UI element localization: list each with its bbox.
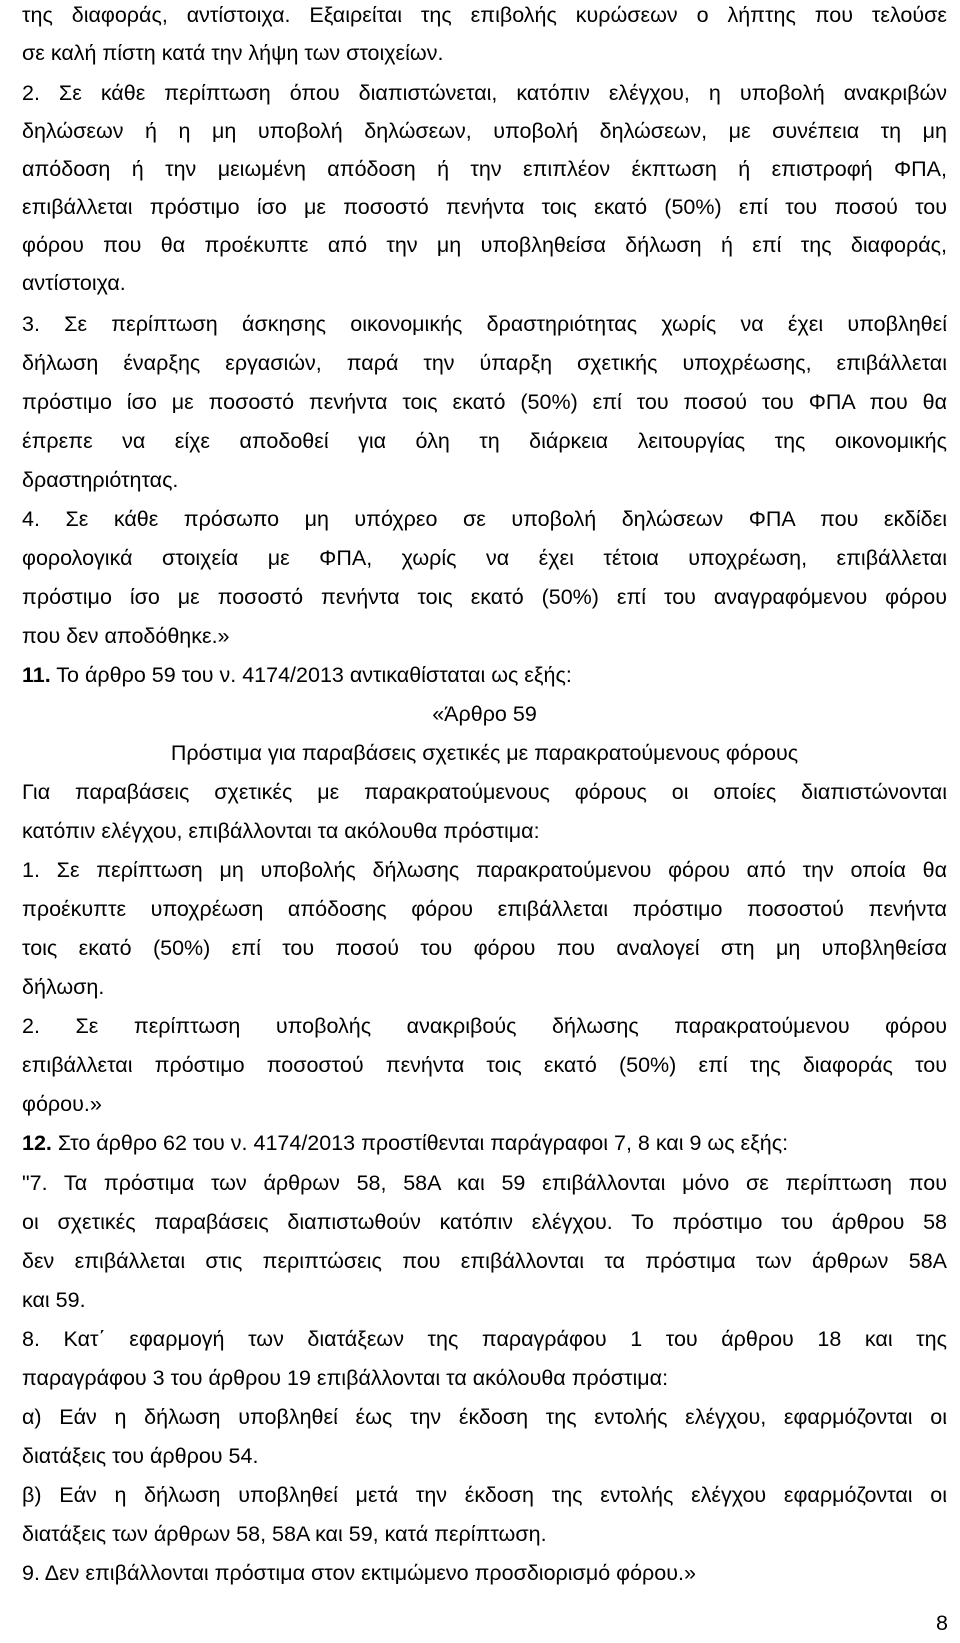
- text-line: προέκυπτε υποχρέωση απόδοσης φόρου επιβάλλεται πρόστιμο ποσοστού πενήντα: [22, 897, 947, 921]
- text-line: 1. Σε περίπτωση μη υποβολής δήλωσης παρακρατούμενου φόρου από την οποία θα: [22, 858, 947, 882]
- text-line: παραγράφου 3 του άρθρου 19 επιβάλλονται τα ακόλουθα πρόστιμα:: [22, 1366, 669, 1390]
- text-line: έπρεπε να είχε αποδοθεί για όλη τη διάρκεια λειτουργίας της οικονομικής: [22, 429, 947, 453]
- text-line: δραστηριότητας.: [22, 468, 179, 492]
- text-line: φόρου που θα προέκυπτε από την μη υποβληθείσα δήλωση ή επί της διαφοράς,: [22, 233, 947, 257]
- item-11-number: 11.: [22, 663, 51, 687]
- item-12-number: 12.: [22, 1131, 52, 1155]
- text-line: πρόστιμο ίσο με ποσοστό πενήντα τοις εκατό (50%) επί του ποσού του ΦΠΑ που θα: [22, 390, 947, 414]
- item-11-line: [22, 662, 572, 688]
- text-line: δήλωση έναρξης εργασιών, παρά την ύπαρξη σχετικής υποχρέωσης, επιβάλλεται: [22, 351, 947, 375]
- text-line: και 59.: [22, 1288, 86, 1312]
- text-line: διατάξεις των άρθρων 58, 58Α και 59, κατά περίπτωση.: [22, 1522, 547, 1546]
- item-12-text: Στο άρθρο 62 του ν. 4174/2013 προστίθενται παράγραφοι 7, 8 και 9 ως εξής:: [51, 1131, 789, 1155]
- text-line: 4. Σε κάθε πρόσωπο μη υπόχρεο σε υποβολή δηλώσεων ΦΠΑ που εκδίδει: [22, 507, 947, 531]
- text-line: επιβάλλεται πρόστιμο ίσο με ποσοστό πενήντα τοις εκατό (50%) επί του ποσού του: [22, 195, 947, 219]
- text-line: οι σχετικές παραβάσεις διαπιστωθούν κατόπιν ελέγχου. Το πρόστιμο του άρθρου 58: [22, 1210, 947, 1234]
- text-line: φορολογικά στοιχεία με ΦΠΑ, χωρίς να έχει τέτοια υποχρέωση, επιβάλλεται: [22, 546, 947, 570]
- text-line: 2. Σε κάθε περίπτωση όπου διαπιστώνεται, κατόπιν ελέγχου, η υποβολή ανακριβών: [22, 81, 947, 105]
- text-line: 3. Σε περίπτωση άσκησης οικονομικής δραστηριότητας χωρίς να έχει υποβληθεί: [22, 312, 947, 336]
- text-line: που δεν αποδόθηκε.»: [22, 624, 230, 648]
- text-line: διατάξεις του άρθρου 54.: [22, 1444, 259, 1468]
- text-line: της διαφοράς, αντίστοιχα. Εξαιρείται της επιβολής κυρώσεων ο λήπτης που τελούσε: [22, 3, 947, 27]
- text-line: σε καλή πίστη κατά την λήψη των στοιχείων.: [22, 41, 444, 65]
- text-line: τοις εκατό (50%) επί του ποσού του φόρου που αναλογεί στη μη υποβληθείσα: [22, 936, 947, 960]
- text-line: κατόπιν ελέγχου, επιβάλλονται τα ακόλουθα πρόστιμα:: [22, 819, 540, 843]
- text-line: απόδοση ή την μειωμένη απόδοση ή την επιπλέον έκπτωση ή επιστροφή ΦΠΑ,: [22, 157, 947, 181]
- text-line: πρόστιμο ίσο με ποσοστό πενήντα τοις εκατό (50%) επί του αναγραφόμενου φόρου: [22, 585, 947, 609]
- text-line: 8. Κατ΄ εφαρμογή των διατάξεων της παραγράφου 1 του άρθρου 18 και της: [22, 1327, 947, 1351]
- text-line: επιβάλλεται πρόστιμο ποσοστού πενήντα τοις εκατό (50%) επί της διαφοράς του: [22, 1053, 947, 1077]
- item-11-text: Το άρθρο 59 του ν. 4174/2013 αντικαθίσταται ως εξής:: [50, 663, 572, 687]
- text-line: δήλωση.: [22, 975, 105, 999]
- article-heading: «Άρθρο 59: [432, 702, 537, 726]
- page-number: 8: [936, 1611, 948, 1635]
- text-line: 9. Δεν επιβάλλονται πρόστιμα στον εκτιμώμενο προσδιορισμό φόρου.»: [22, 1561, 696, 1585]
- item-12-line: [22, 1130, 788, 1156]
- text-line: β) Εάν η δήλωση υποβληθεί μετά την έκδοση της εντολής ελέγχου εφαρμόζονται οι: [22, 1483, 947, 1507]
- text-line: 2. Σε περίπτωση υποβολής ανακριβούς δήλωσης παρακρατούμενου φόρου: [22, 1014, 947, 1038]
- article-subtitle: Πρόστιμα για παραβάσεις σχετικές με παρακρατούμενους φόρους: [170, 741, 799, 765]
- text-line: φόρου.»: [22, 1092, 102, 1116]
- text-line: δεν επιβάλλεται στις περιπτώσεις που επιβάλλονται τα πρόστιμα των άρθρων 58Α: [22, 1249, 947, 1273]
- text-line: Για παραβάσεις σχετικές με παρακρατούμενους φόρους οι οποίες διαπιστώνονται: [22, 780, 947, 804]
- text-line: αντίστοιχα.: [22, 271, 126, 295]
- text-line: α) Εάν η δήλωση υποβληθεί έως την έκδοση της εντολής ελέγχου, εφαρμόζονται οι: [22, 1405, 947, 1429]
- text-line: δηλώσεων ή η μη υποβολή δηλώσεων, υποβολή δηλώσεων, με συνέπεια τη μη: [22, 119, 947, 143]
- text-line: "7. Τα πρόστιμα των άρθρων 58, 58Α και 59 επιβάλλονται μόνο σε περίπτωση που: [22, 1171, 947, 1195]
